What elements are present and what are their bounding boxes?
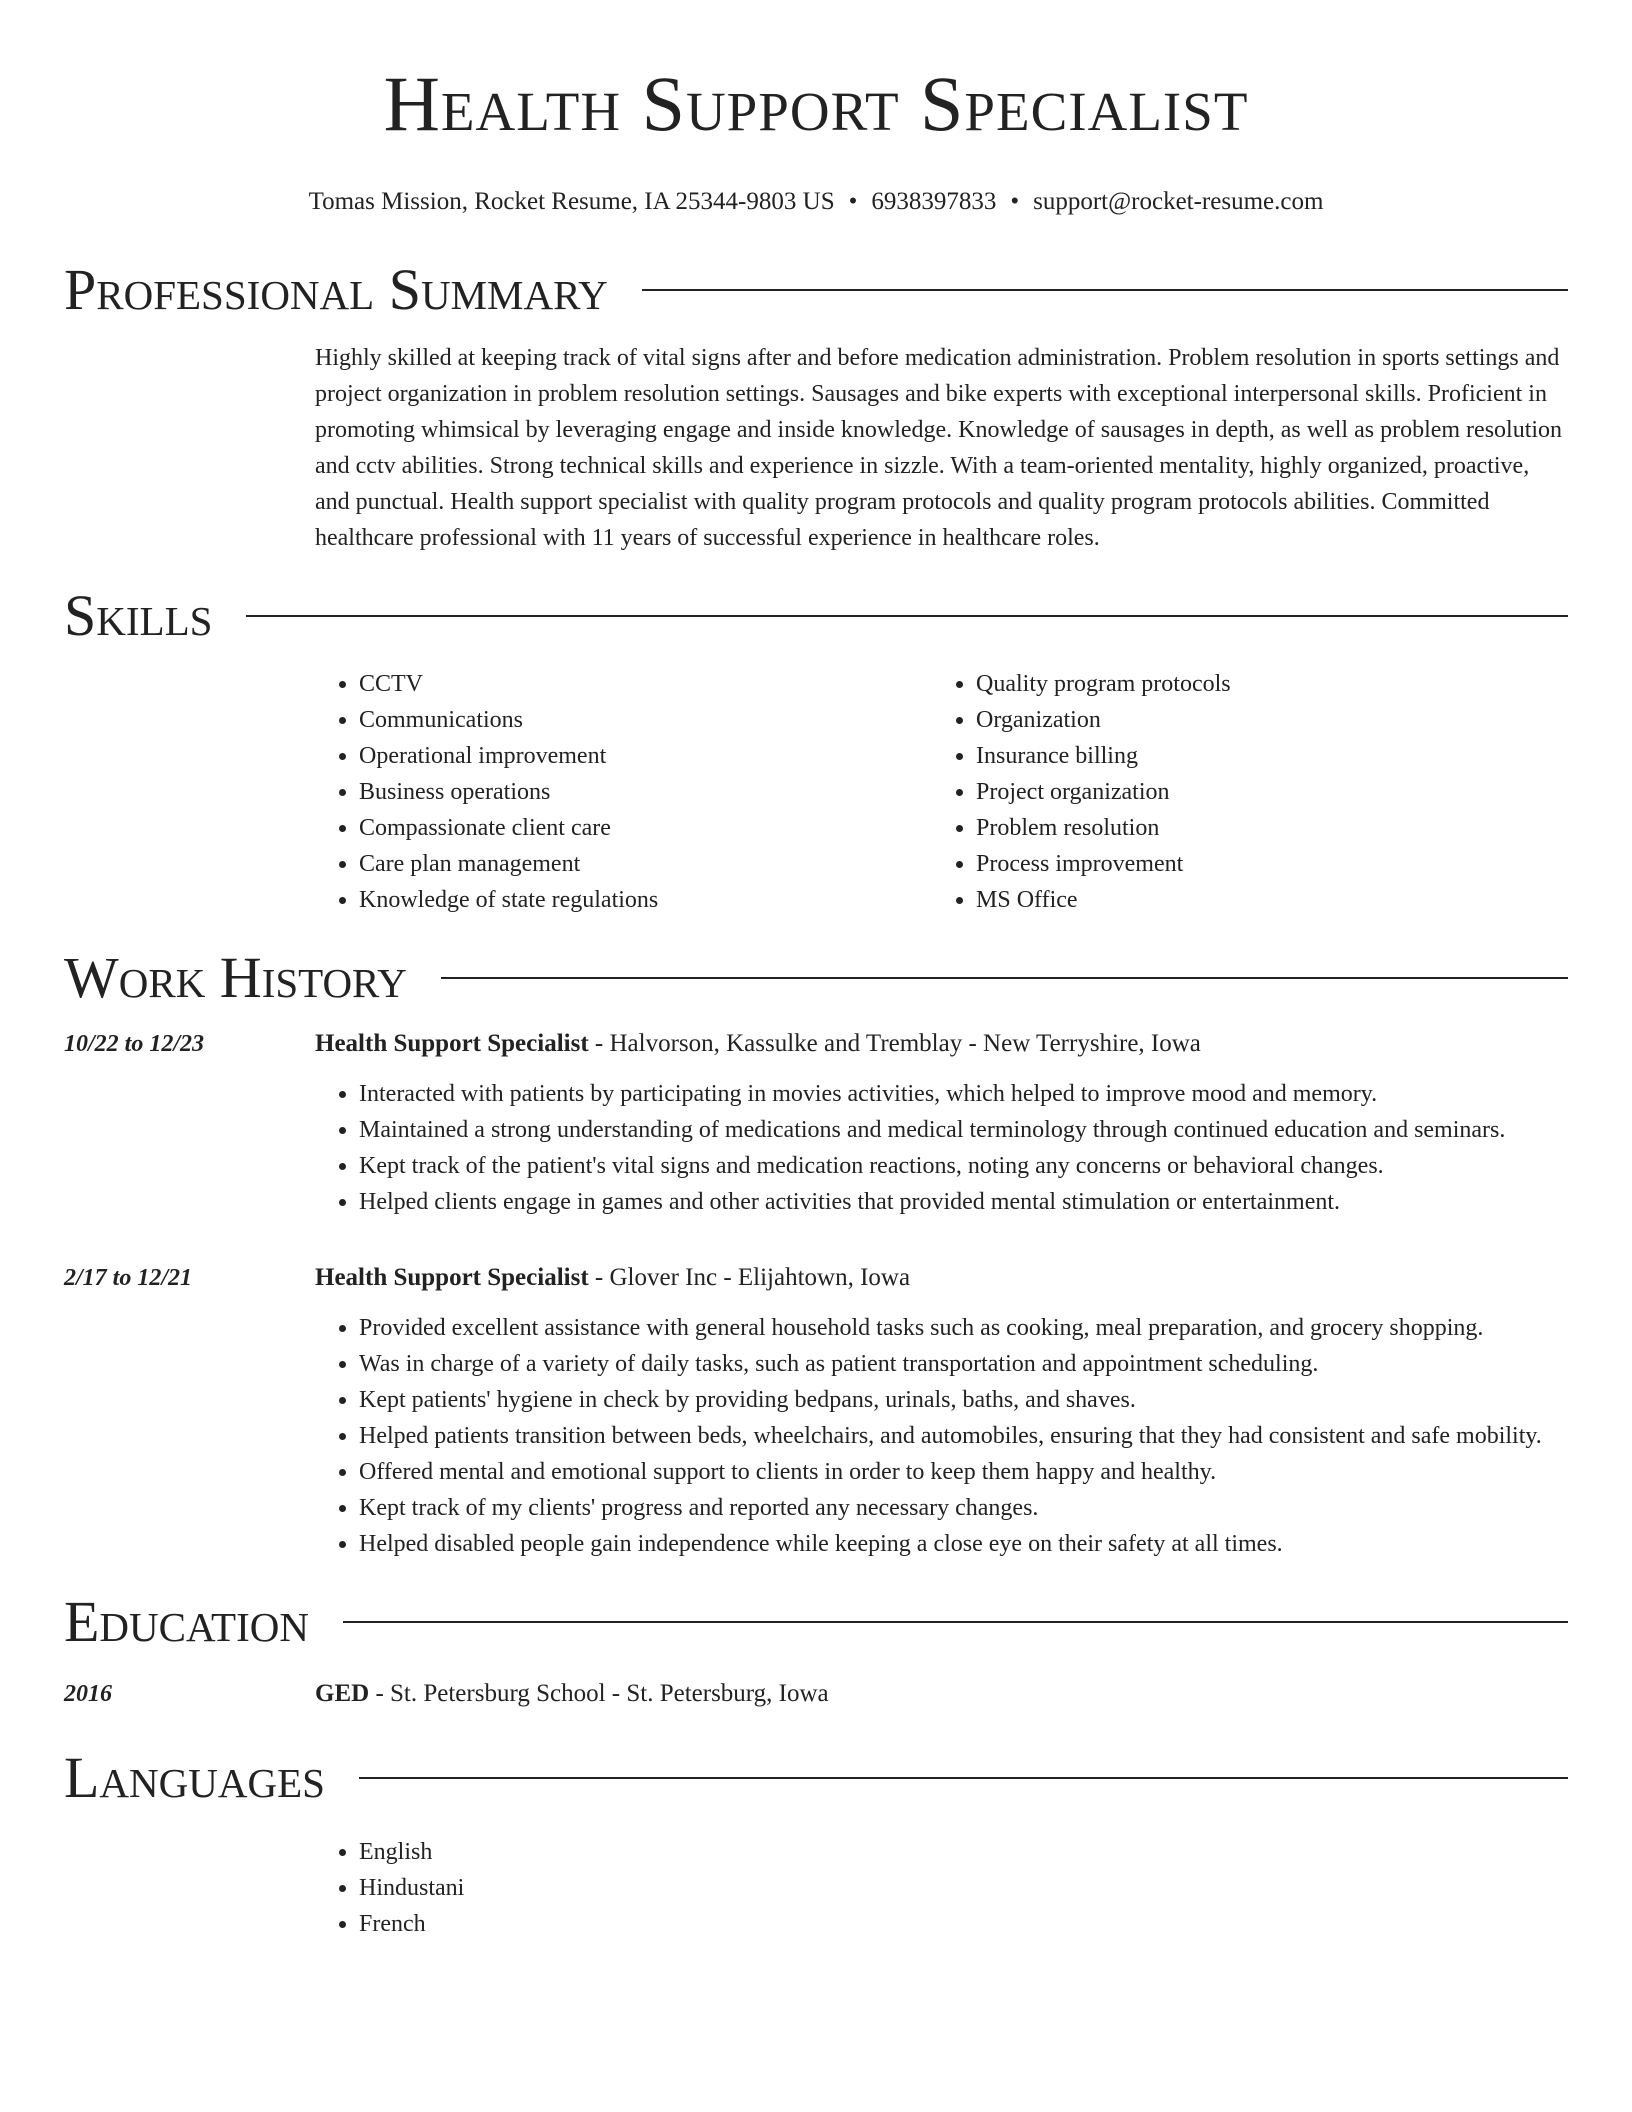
contact-line <box>64 186 1568 218</box>
language-item: • French <box>359 1906 1568 1942</box>
skills-section-header <box>64 584 1568 648</box>
job-dates: 2/17 to 12/21 <box>64 1265 193 1291</box>
work-section-header <box>64 946 1568 1010</box>
job-dates: 10/22 to 12/23 <box>64 1031 205 1057</box>
section-divider <box>441 977 1568 979</box>
work-heading: Work History <box>64 945 407 1010</box>
contact-separator: • <box>848 188 858 215</box>
skill-item: • Organization <box>976 702 1549 738</box>
job-title: Health Support Specialist <box>315 1264 589 1291</box>
education-heading: Education <box>64 1589 309 1654</box>
job-bullet: • Helped disabled people gain independence while keeping a close eye on their safety at all times. <box>359 1526 1568 1562</box>
job-bullet: • Helped clients engage in games and other activities that provided mental stimulation or entertainment. <box>359 1184 1568 1220</box>
job-details: - Halvorson, Kassulke and Tremblay - New Terryshire, Iowa <box>588 1030 1201 1057</box>
resume-page <box>64 0 1568 1942</box>
skill-item: • Knowledge of state regulations <box>359 882 932 918</box>
contact-email: support@rocket-resume.com <box>1033 188 1324 215</box>
skill-item: • Problem resolution <box>976 810 1549 846</box>
contact-address: Tomas Mission, Rocket Resume, IA 25344-9803 US <box>308 188 835 215</box>
language-item: • English <box>359 1834 1568 1870</box>
skill-item: • MS Office <box>976 882 1549 918</box>
section-divider <box>359 1777 1568 1779</box>
section-divider <box>343 1621 1568 1623</box>
summary-text: Highly skilled at keeping track of vital signs after and before medication administration. Problem resolution in sports settings and project organization in problem resolution settings. Sausages and bike experts with exceptional interpersonal skills. Proficient in promoting whimsical by leveraging engage and inside knowledge. Knowledge of sausages in depth, as well as problem resolution and cctv abilities. Strong technical skills and experience in sizzle. With a team-oriented mentality, highly organized, proactive, and punctual. Health support specialist with quality program protocols and quality program protocols abilities. Committed healthcare professional with 11 years of successful experience in healthcare roles. <box>315 345 1563 551</box>
contact-separator: • <box>1010 188 1020 215</box>
skills-list-right <box>932 666 1549 918</box>
skill-item: • Communications <box>359 702 932 738</box>
skills-list-left <box>315 666 932 918</box>
skills-columns <box>315 666 1568 918</box>
job-bullets <box>315 1076 1568 1220</box>
section-divider <box>642 289 1568 291</box>
job-bullet: • Was in charge of a variety of daily tasks, such as patient transportation and appointment scheduling. <box>359 1346 1568 1382</box>
job-bullet: • Provided excellent assistance with general household tasks such as cooking, meal preparation, and grocery shopping. <box>359 1310 1568 1346</box>
skill-item: • Quality program protocols <box>976 666 1549 702</box>
resume-title: Health Support Specialist <box>383 60 1249 147</box>
skill-item: • Operational improvement <box>359 738 932 774</box>
skills-heading: Skills <box>64 583 213 648</box>
skill-item: • Insurance billing <box>976 738 1549 774</box>
skill-item: • Process improvement <box>976 846 1549 882</box>
contact-phone: 6938397833 <box>871 188 997 215</box>
summary-section-header <box>64 258 1568 322</box>
education-degree: GED <box>315 1680 370 1707</box>
skill-item: • Compassionate client care <box>359 810 932 846</box>
job-entry <box>64 1260 1568 1296</box>
language-item: • Hindustani <box>359 1870 1568 1906</box>
skill-item: • CCTV <box>359 666 932 702</box>
job-bullet: • Helped patients transition between beds, wheelchairs, and automobiles, ensuring that they had consistent and safe mobility. <box>359 1418 1568 1454</box>
job-bullet: • Kept patients' hygiene in check by providing bedpans, urinals, baths, and shaves. <box>359 1382 1568 1418</box>
summary-heading: Professional Summary <box>64 257 608 322</box>
education-entry <box>64 1676 1568 1712</box>
job-bullet: • Kept track of my clients' progress and reported any necessary changes. <box>359 1490 1568 1526</box>
education-year: 2016 <box>64 1681 112 1707</box>
job-bullet: • Kept track of the patient's vital signs and medication reactions, noting any concerns or behavioral changes. <box>359 1148 1568 1184</box>
languages-heading: Languages <box>64 1745 325 1810</box>
job-bullet: • Maintained a strong understanding of medications and medical terminology through continued education and seminars. <box>359 1112 1568 1148</box>
job-bullet: • Offered mental and emotional support to clients in order to keep them happy and healthy. <box>359 1454 1568 1490</box>
job-bullet: • Interacted with patients by participating in movies activities, which helped to improve mood and memory. <box>359 1076 1568 1112</box>
job-details: - Glover Inc - Elijahtown, Iowa <box>588 1264 911 1291</box>
job-heading <box>315 1026 1201 1062</box>
job-entry <box>64 1026 1568 1062</box>
languages-list <box>315 1834 1568 1942</box>
job-title: Health Support Specialist <box>315 1030 589 1057</box>
languages-section-header <box>64 1746 1568 1810</box>
job-bullets <box>315 1310 1568 1562</box>
education-details: - St. Petersburg School - St. Petersburg, Iowa <box>369 1680 829 1707</box>
skill-item: • Care plan management <box>359 846 932 882</box>
education-section-header <box>64 1590 1568 1654</box>
education-heading-line <box>315 1676 829 1712</box>
skill-item: • Project organization <box>976 774 1549 810</box>
skill-item: • Business operations <box>359 774 932 810</box>
section-divider <box>246 615 1568 617</box>
job-heading <box>315 1260 910 1296</box>
